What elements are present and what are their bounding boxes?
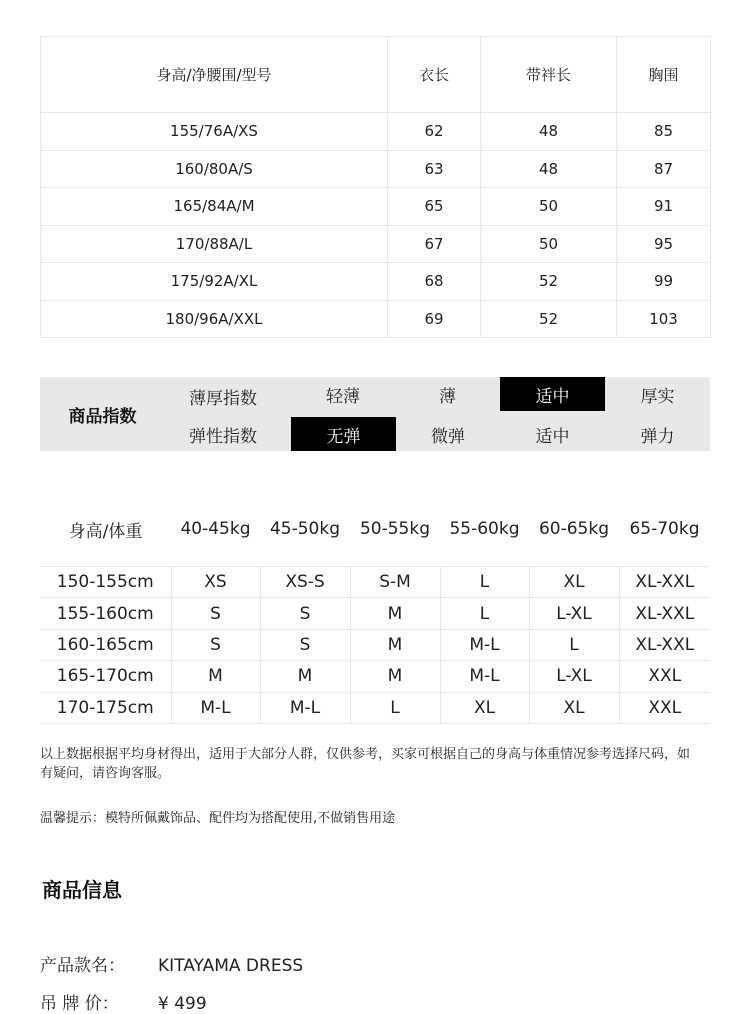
height-range: 165-170cm — [40, 661, 171, 692]
size-cell: 52 — [481, 300, 617, 338]
size-cell: 180/96A/XXL — [41, 300, 388, 338]
height-range: 170-175cm — [40, 692, 171, 723]
product-name-label: 产品款名： — [40, 956, 125, 976]
size-recommendation: L — [440, 598, 529, 629]
size-header-model: 身高/净腰围/型号 — [41, 37, 388, 113]
size-recommendation: XL-XXL — [619, 598, 710, 629]
size-recommendation: M — [350, 661, 440, 692]
size-recommendation: M-L — [440, 661, 529, 692]
elasticity-option: 适中 — [535, 426, 570, 447]
table-row — [40, 661, 710, 692]
weight-chart-header — [40, 500, 710, 558]
height-range: 150-155cm — [40, 567, 171, 598]
height-range: 155-160cm — [40, 598, 171, 629]
size-recommendation: XXL — [619, 661, 710, 692]
elasticity-index-label: 弹性指数 — [189, 426, 257, 447]
elasticity-option: 微弹 — [431, 426, 465, 447]
price-value: ¥ 499 — [158, 994, 207, 1014]
size-disclaimer: 以上数据根据平均身材得出，适用于大部分人群，仅供参考，买家可根据自己的身高与体重情况参考选择尺码，如有疑问，请咨询客服。 — [40, 747, 691, 781]
size-cell: 62 — [388, 113, 481, 151]
size-recommendation: S-M — [350, 567, 440, 598]
price-row — [40, 989, 207, 1014]
table-row — [40, 629, 710, 660]
size-cell: 91 — [617, 188, 711, 226]
size-recommendation: L-XL — [529, 661, 619, 692]
table-row — [41, 150, 711, 188]
thickness-option: 薄 — [439, 386, 456, 407]
size-recommendation: S — [171, 629, 260, 660]
table-row — [41, 113, 711, 151]
weight-column-header: 40-45kg — [180, 519, 251, 539]
weight-column-header: 60-65kg — [538, 519, 610, 539]
weight-chart-corner: 身高/体重 — [68, 521, 143, 542]
elasticity-option: 无弹 — [291, 417, 396, 451]
size-cell: 87 — [617, 150, 711, 188]
size-cell: 65 — [388, 188, 481, 226]
product-name-row — [40, 951, 303, 976]
product-index-title: 商品指数 — [68, 406, 137, 427]
weight-column-header: 50-55kg — [359, 519, 431, 539]
size-recommendation: M — [171, 661, 260, 692]
size-cell: 99 — [617, 263, 711, 301]
size-recommendation: M-L — [260, 692, 350, 723]
size-recommendation: XS — [171, 567, 260, 598]
price-label: 吊 牌 价： — [40, 994, 119, 1014]
weight-column-header: 45-50kg — [269, 519, 341, 539]
size-cell: 175/92A/XL — [41, 263, 388, 301]
size-recommendation: M — [350, 598, 440, 629]
elasticity-option: 弹力 — [640, 426, 675, 447]
size-recommendation: L — [350, 692, 440, 723]
size-recommendation: M — [350, 629, 440, 660]
size-cell: 50 — [481, 225, 617, 263]
table-row — [40, 692, 710, 723]
size-recommendation: M — [260, 661, 350, 692]
size-cell: 48 — [481, 113, 617, 151]
table-row — [41, 225, 711, 263]
weight-column-header: 55-60kg — [449, 519, 520, 539]
size-cell: 95 — [617, 225, 711, 263]
size-recommendation: M-L — [171, 692, 260, 723]
size-header-length: 衣长 — [388, 37, 481, 113]
size-recommendation: M-L — [440, 629, 529, 660]
size-recommendation: S — [260, 629, 350, 660]
size-recommendation: S — [260, 598, 350, 629]
table-row — [41, 263, 711, 301]
accessory-tip: 温馨提示：模特所佩戴饰品、配件均为搭配使用,不做销售用途 — [40, 811, 396, 826]
size-cell: 52 — [481, 263, 617, 301]
thickness-option: 轻薄 — [326, 386, 360, 407]
size-recommendation: XL — [440, 692, 529, 723]
product-name-value: KITAYAMA DRESS — [158, 956, 304, 976]
size-cell: 170/88A/L — [41, 225, 388, 263]
size-recommendation: XL — [529, 692, 619, 723]
size-cell: 160/80A/S — [41, 150, 388, 188]
thickness-option: 厚实 — [640, 386, 675, 407]
size-recommendation: XS-S — [260, 567, 350, 598]
product-info-heading: 商品信息 — [42, 878, 122, 902]
size-cell: 50 — [481, 188, 617, 226]
product-index-panel — [40, 377, 710, 451]
size-header-chest: 胸围 — [617, 37, 711, 113]
size-recommendation: L — [440, 567, 529, 598]
size-recommendation: XL-XXL — [619, 629, 710, 660]
size-table — [40, 36, 711, 338]
size-recommendation: S — [171, 598, 260, 629]
size-cell: 155/76A/XS — [41, 113, 388, 151]
weight-column-header: 65-70kg — [629, 519, 700, 539]
size-recommendation: L-XL — [529, 598, 619, 629]
size-cell: 165/84A/M — [41, 188, 388, 226]
thickness-index-label: 薄厚指数 — [189, 388, 257, 409]
table-row — [40, 598, 710, 629]
thickness-option: 适中 — [500, 377, 605, 411]
size-cell: 48 — [481, 150, 617, 188]
table-row — [41, 188, 711, 226]
size-recommendation: L — [529, 629, 619, 660]
size-recommendation: XL — [529, 567, 619, 598]
weight-chart-table — [40, 566, 710, 724]
size-header-strap: 带袢长 — [481, 37, 617, 113]
size-cell: 69 — [388, 300, 481, 338]
size-cell: 85 — [617, 113, 711, 151]
size-cell: 63 — [388, 150, 481, 188]
size-recommendation: XL-XXL — [619, 567, 710, 598]
size-recommendation: XXL — [619, 692, 710, 723]
table-row — [41, 300, 711, 338]
table-row — [40, 567, 710, 598]
size-cell: 103 — [617, 300, 711, 338]
size-cell: 68 — [388, 263, 481, 301]
height-range: 160-165cm — [40, 629, 171, 660]
size-cell: 67 — [388, 225, 481, 263]
size-table-header — [41, 37, 711, 113]
